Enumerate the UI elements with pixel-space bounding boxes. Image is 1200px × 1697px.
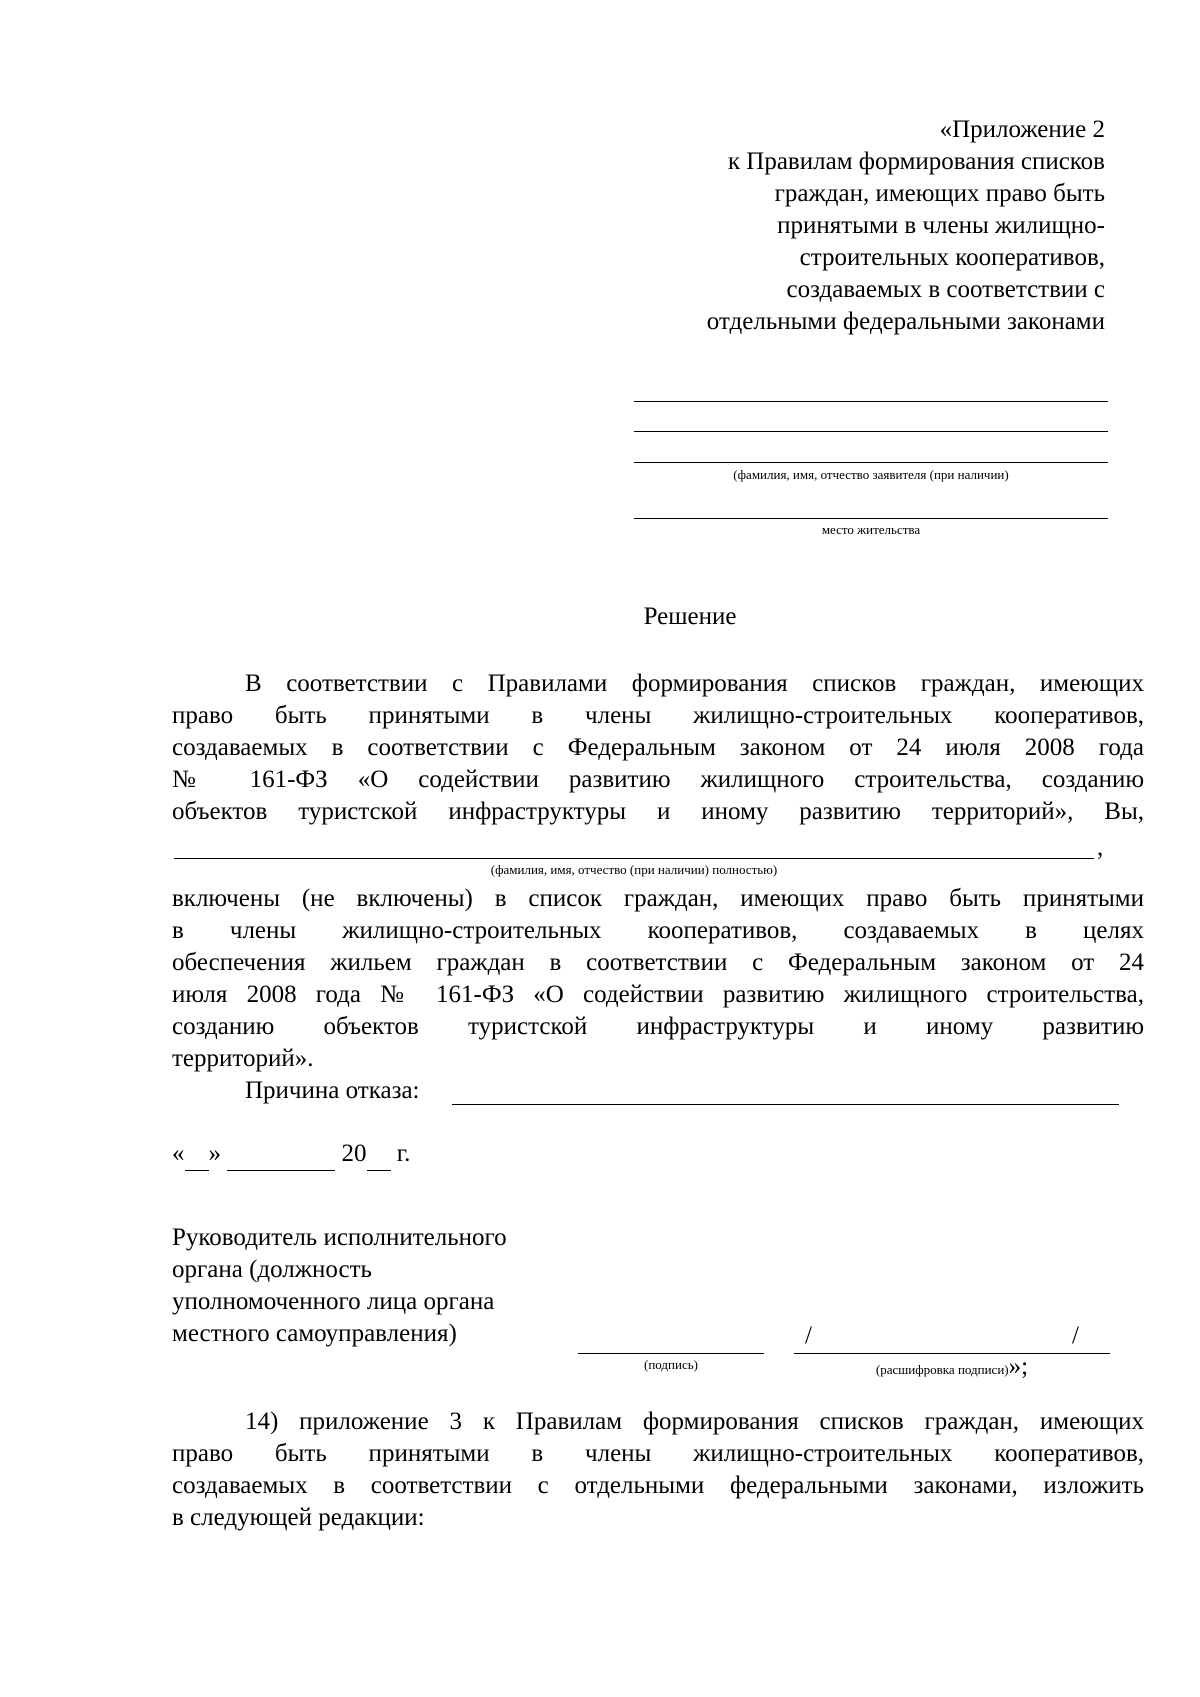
signature-decode-line[interactable]: [794, 1353, 1110, 1354]
signature-decode-caption-row: [794, 1353, 1110, 1380]
paragraph-line: созданию объектов туристской инфраструктуры и иному развитию: [172, 1013, 1144, 1040]
decision-title: Решение: [643, 603, 737, 630]
applicant-name-line-1[interactable]: [634, 401, 1108, 402]
applicant-address-caption: место жительства: [821, 522, 921, 537]
decision-paragraph-1: [172, 668, 1144, 828]
appendix-line: принятыми в члены жилищно-: [777, 212, 1105, 239]
signatory-position-line: органа (должность: [172, 1256, 372, 1283]
paragraph-line: включены (не включены) в список граждан, имеющих право быть принятыми: [172, 885, 1144, 912]
paragraph-line: № 161-ФЗ «О содействии развитию жилищного строительства, созданию: [172, 766, 1144, 793]
date-line: [172, 1138, 410, 1171]
item-14-paragraph: [172, 1406, 1144, 1534]
applicant-name-line-2[interactable]: [634, 431, 1108, 432]
appendix-line: граждан, имеющих право быть: [774, 180, 1105, 207]
applicant-name-caption: (фамилия, имя, отчество заявителя (при наличии): [733, 467, 1009, 482]
citizen-name-caption: (фамилия, имя, отчество (при наличии) полностью): [490, 862, 778, 877]
signature-decode-caption: (расшифровка подписи): [875, 1362, 1009, 1377]
date-day-field[interactable]: [185, 1138, 209, 1171]
signatory-position: [172, 1222, 592, 1350]
appendix-line: отдельными федеральными законами: [706, 308, 1105, 335]
appendix-line: к Правилам формирования списков: [727, 148, 1105, 175]
paragraph-line: создаваемых в соответствии с Федеральным законом от 24 июля 2008 года: [172, 734, 1144, 761]
refusal-label: Причина отказа:: [245, 1077, 420, 1104]
signatory-position-line: местного самоуправления): [172, 1320, 457, 1347]
refusal-reason-line[interactable]: [452, 1104, 1119, 1105]
paragraph-line: обеспечения жильем граждан в соответствии с Федеральным законом от 24: [172, 949, 1144, 976]
date-open-quote: «: [172, 1140, 185, 1167]
decode-slash-left: /: [805, 1322, 812, 1349]
decision-paragraph-2: [172, 883, 1144, 1075]
date-year-suffix: г.: [396, 1140, 411, 1167]
appendix-line: «Приложение 2: [939, 116, 1105, 143]
paragraph-line: в следующей редакции:: [172, 1504, 425, 1531]
appendix-closing: »;: [1008, 1353, 1029, 1380]
date-month-field[interactable]: [227, 1138, 335, 1171]
date-year-prefix: 20: [341, 1140, 367, 1167]
paragraph-line: июля 2008 года № 161-ФЗ «О содействии развитию жилищного строительства,: [172, 981, 1144, 1008]
paragraph-line: 14) приложение 3 к Правилам формирования списков граждан, имеющих: [245, 1408, 1144, 1435]
date-close-quote: »: [208, 1140, 221, 1167]
paragraph-line: создаваемых в соответствии с отдельными федеральными законами, изложить: [172, 1472, 1144, 1499]
paragraph-line: В соответствии с Правилами формирования списков граждан, имеющих: [245, 670, 1144, 697]
appendix-header: [600, 114, 1105, 338]
paragraph-line: право быть принятыми в члены жилищно-строительных кооперативов,: [172, 1440, 1144, 1467]
paragraph-line: территорий».: [172, 1045, 314, 1072]
applicant-name-line-3[interactable]: [634, 462, 1108, 463]
paragraph-line: объектов туристской инфраструктуры и иному развитию территорий», Вы,: [172, 798, 1144, 825]
appendix-line: строительных кооперативов,: [799, 244, 1105, 271]
applicant-address-line[interactable]: [634, 518, 1108, 519]
appendix-line: создаваемых в соответствии с: [786, 276, 1105, 303]
signature-line[interactable]: [578, 1353, 764, 1354]
paragraph-line: в члены жилищно-строительных кооперативов, создаваемых в целях: [172, 917, 1144, 944]
date-year-field[interactable]: [367, 1138, 391, 1171]
citizen-name-line[interactable]: [174, 858, 1094, 859]
signatory-position-line: Руководитель исполнительного: [172, 1224, 507, 1251]
decode-slash-right: /: [1072, 1322, 1079, 1349]
citizen-name-comma: ,: [1097, 834, 1104, 861]
signatory-position-line: уполномоченного лица органа: [172, 1288, 495, 1315]
signature-caption: (подпись): [644, 1357, 698, 1372]
paragraph-line: право быть принятыми в члены жилищно-строительных кооперативов,: [172, 702, 1144, 729]
